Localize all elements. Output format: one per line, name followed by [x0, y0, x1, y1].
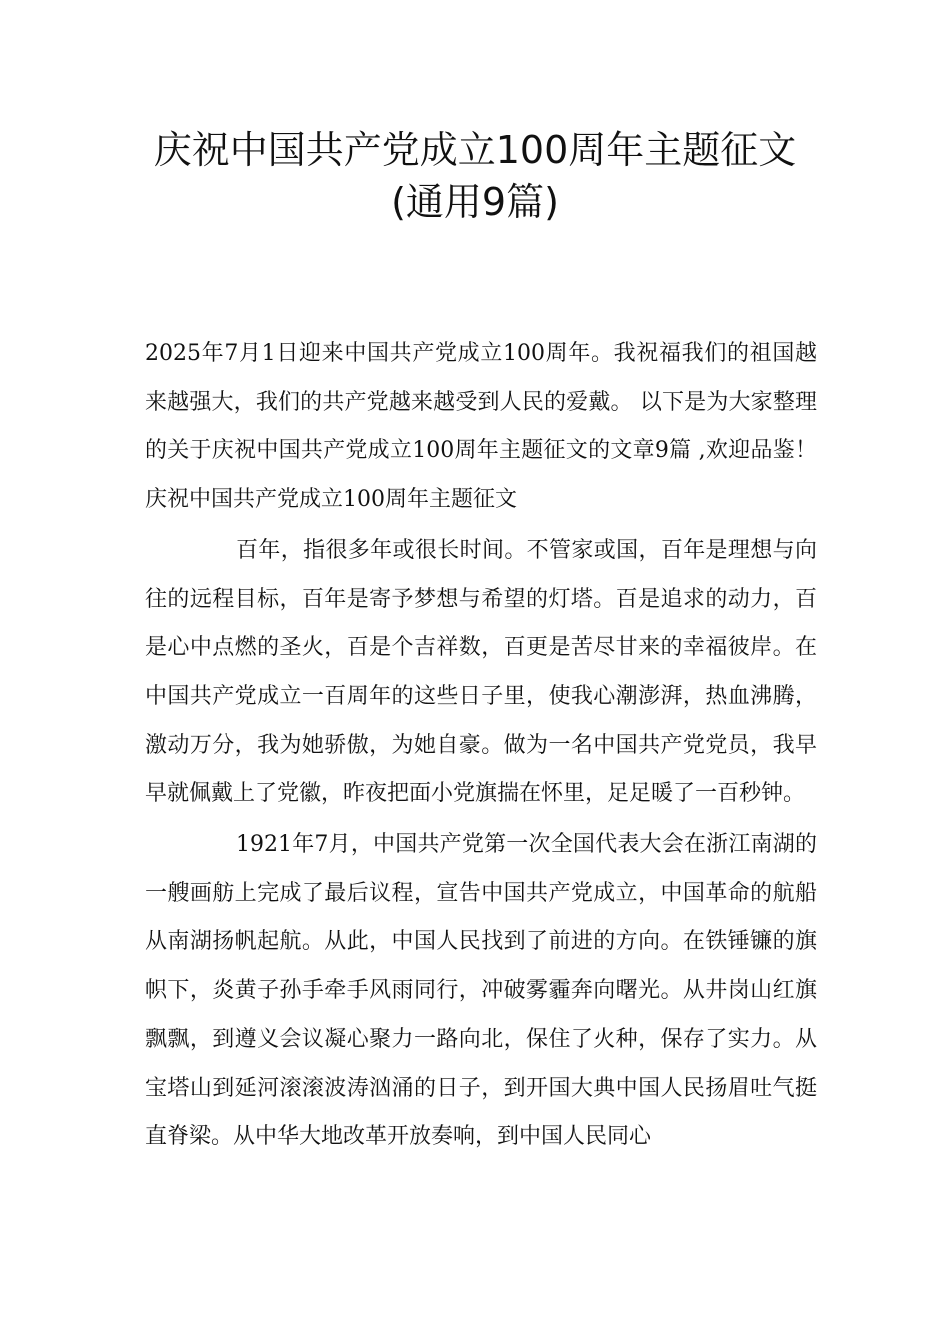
document-title: [0, 124, 950, 228]
paragraph-2: 百年，指很多年或很长时间。不管家或国，百年是理想与向往的远程目标，百年是寄予梦想与希望的灯塔。百是追求的动力，百是心中点燃的圣火，百是个吉祥数，百更是苦尽甘来的幸福彼岸。在中国共产党成立一百周年的这些日子里，使我心潮澎湃，热血沸腾，激动万分，我为她骄傲，为她自豪。做为一名中国共产党党员，我早早就佩戴上了党徽，昨夜把面小党旗揣在怀里，足足暖了一百秒钟。: [145, 537, 817, 807]
document-body: [145, 330, 817, 1164]
title-line-1: 庆祝中国共产党成立100周年主题征文: [153, 128, 797, 172]
paragraph-intro: 2025年7月1日迎来中国共产党成立100周年。我祝福我们的祖国越来越强大，我们的共产党越来越受到人民的爱戴。 以下是为大家整理的关于庆祝中国共产党成立100周年主题征文的文章9篇 ,欢迎品鉴！庆祝中国共产党成立100周年主题征文: [145, 341, 817, 513]
paragraph-3: 1921年7月，中国共产党第一次全国代表大会在浙江南湖的一艘画舫上完成了最后议程，宣告中国共产党成立，中国革命的航船从南湖扬帆起航。从此，中国人民找到了前进的方向。在铁锤镰的旗帜下，炎黄子孙手牵手风雨同行，冲破雾霾奔向曙光。从井岗山红旗飘飘，到遵义会议凝心聚力一路向北，保住了火种，保存了实力。从宝塔山到延河滚滚波涛汹涌的日子，到开国大典中国人民扬眉吐气挺直脊梁。从中华大地改革开放奏响，到中国人民同心: [145, 832, 817, 1150]
title-line-2: (通用9篇): [391, 180, 559, 224]
